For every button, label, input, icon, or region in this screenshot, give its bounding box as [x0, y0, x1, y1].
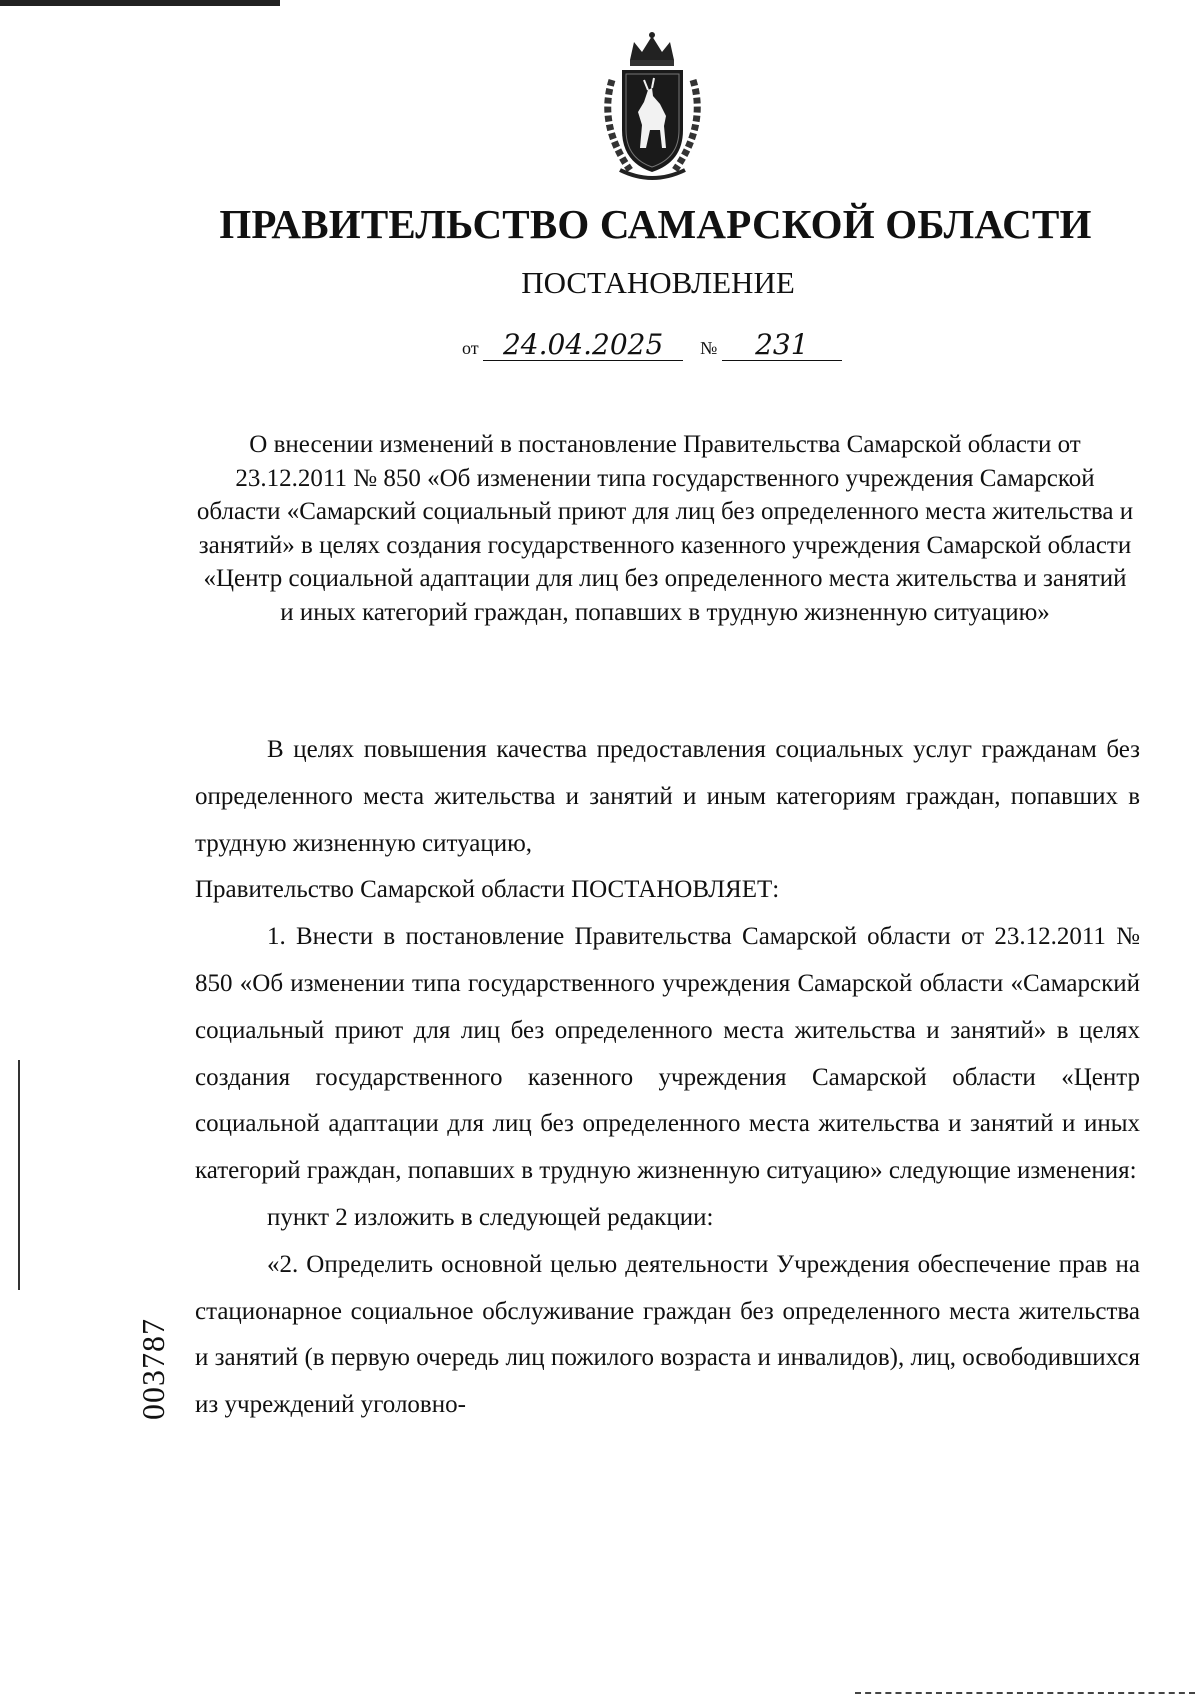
organization-title: ПРАВИТЕЛЬСТВО САМАРСКОЙ ОБЛАСТИ — [219, 201, 1092, 247]
scan-edge-dashes — [855, 1692, 1195, 1694]
scan-edge-mark — [0, 0, 280, 6]
body-paragraph: 1. Внести в постановление Правительства Самарской области от 23.12.2011 № 850 «Об изменении типа государственного учреждения Самарской области «Самарский социальный приют для лиц без определенного места жительства и занятий» в целях создания государственного казенного учреждения Самарской области «Центр социальной адаптации для лиц без определенного места жительства и занятий и иных категорий граждан, попавших в трудную жизненную ситуацию» следующие изменения: — [195, 923, 1140, 1185]
document-number: 231 — [722, 330, 842, 361]
samara-coat-of-arms-icon — [590, 30, 715, 185]
number-prefix: № — [700, 338, 718, 358]
document-date: 24.04.2025 — [483, 330, 683, 361]
body-paragraph: пункт 2 изложить в следующей редакции: — [267, 1203, 714, 1231]
body-paragraph: В целях повышения качества предоставления социальных услуг гражданам без определенного места жительства и занятий и иным категориям граждан, попавших в трудную жизненную ситуацию, — [195, 736, 1140, 857]
body-paragraph: Правительство Самарской области ПОСТАНОВЛЯЕТ: — [195, 876, 780, 904]
document-subject: О внесении изменений в постановление Правительства Самарской области от 23.12.2011 № 850 «Об изменении типа государственного учреждения Самарской области «Самарский социальный приют для лиц без определенного места жительства и занятий» в целях создания государственного казенного учреждения Самарской области «Центр социальной адаптации для лиц без определенного места жительства и занятий и иных категорий граждан, попавших в трудную жизненную ситуацию» — [196, 431, 1134, 626]
document-type-title: ПОСТАНОВЛЕНИЕ — [521, 265, 795, 300]
document-body — [195, 727, 1140, 1429]
body-paragraph: «2. Определить основной целью деятельности Учреждения обеспечение прав на стационарное социальное обслуживание граждан без определенного места жительства и занятий (в первую очередь лиц пожилого возраста и инвалидов), лиц, освободившихся из учреждений уголовно- — [195, 1250, 1140, 1419]
serial-number-stamp: 003787 — [135, 1318, 171, 1420]
date-prefix: от — [462, 338, 479, 358]
date-number-line — [462, 330, 842, 361]
scan-margin-line — [18, 1060, 20, 1290]
